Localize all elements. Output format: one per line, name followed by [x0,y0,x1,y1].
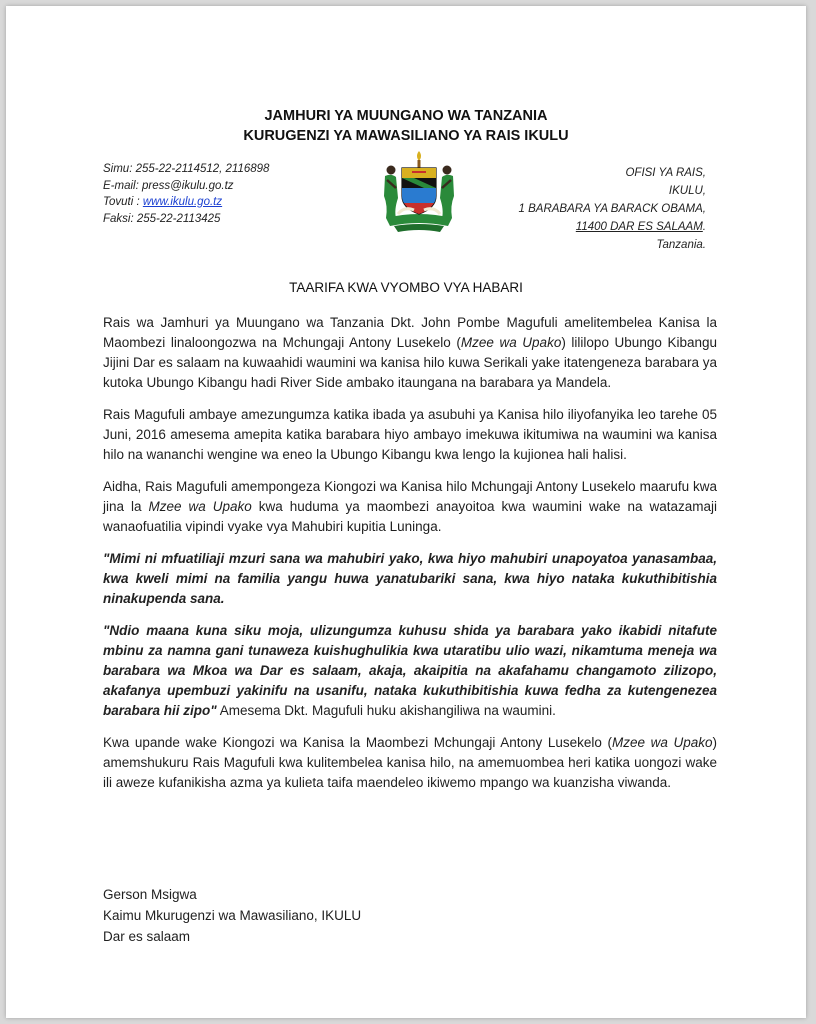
paragraph-1-text-b: ) lililopo Ubungo Kibangu Jijini Dar es salaam na kuwaahidi waumini wa kanisa hilo kuwa Serikali yake itatengeneza barabara ya kutoka Ubungo Kibangu hadi River Side ambako itaungana na barabara ya Mandela. [103,335,717,390]
signature-place: Dar es salaam [103,929,191,944]
quote-2-attribution: Amesema Dkt. Magufuli huku akishangiliwa na waumini. [216,703,556,718]
paragraph-3 [103,477,717,537]
contact-website-row [103,194,269,211]
signature-block [103,884,361,947]
paragraph-4-text-a: Kwa upande wake Kiongozi wa Kanisa la Maombezi Mchungaji Antony Lusekelo ( [103,735,612,750]
document-title: TAARIFA KWA VYOMBO VYA HABARI [289,280,523,295]
quote-2-text: "Ndio maana kuna siku moja, ulizungumza kuhusu shida ya barabara yako ikabidi nitafute mbinu za namna gani tunaweza kuishughulikia kwa utaratibu ulio wazi, nikamtuma meneja wa barabara wa Mkoa wa Dar es salaam, akaja, akaipitia na akafahamu changamoto zilizopo, akafanya upembuzi yakinifu na usanifu, nataka kukuthibitishia kuwa fedha za kutengenezea barabara hii zipo" [103,623,717,718]
paragraph-3-text-b: kwa huduma ya maombezi anayoitoa kwa waumini wake na watazamaji wanaofuatilia vipindi vyake vya Mahubiri kupitia Luninga. [103,499,718,534]
address-line-3: 1 BARABARA YA BARACK OBAMA, [518,203,706,215]
paragraph-3-text-a: Aidha, Rais Magufuli amempongeza Kiongozi wa Kanisa hilo Mchungaji Antony Lusekelo maarufu kwa jina la [103,479,717,514]
paragraph-4-emphasis: Mzee wa Upako [611,735,713,750]
address-block [519,164,706,254]
contact-website-label: Tovuti : [103,196,143,208]
address-postcode-city: 11400 DAR ES SALAAM [575,221,703,233]
contact-block [103,161,269,227]
tanzania-coat-of-arms-icon [374,148,464,234]
paragraph-1-emphasis: Mzee wa Upako [460,335,562,350]
address-line-5: Tanzania. [656,239,706,251]
paragraph-4 [103,733,717,793]
paragraph-3-emphasis: Mzee wa Upako [148,499,252,514]
letterhead-line-1: JAMHURI YA MUUNGANO WA TANZANIA [264,108,548,124]
contact-website-link[interactable]: www.ikulu.go.tz [142,196,223,208]
paragraph-2: Rais Magufuli ambaye amezungumza katika ibada ya asubuhi ya Kanisa hilo iliyofanyika leo tarehe 05 Juni, 2016 amesema amepita katika barabara hiyo ambayo imekuwa ikitumiwa na waumini wa kanisa hilo na wananchi wengine wa eneo la Ubungo Kibangu kwa lengo la kujionea hali halisi. [103,407,717,462]
address-line-4 [519,218,706,236]
address-line-1: OFISI YA RAIS, [625,167,706,179]
quote-1: "Mimi ni mfuatiliaji mzuri sana wa mahubiri yako, kwa hiyo mahubiri unapoyatoa yanasambaa, kwa kweli mimi na familia yangu huwa yanatubariki sana, kwa hiyo nataka kukuthibitishia ninakupenda sana. [103,551,717,606]
address-line-2: IKULU, [668,185,706,197]
quote-2 [103,621,717,721]
address-line-4-suffix: . [702,221,706,233]
document-body [103,313,717,805]
paragraph-1-text-a: Rais wa Jamhuri ya Muungano wa Tanzania Dkt. John Pombe Magufuli amelitembelea Kanisa la Maombezi linaloongozwa na Mchungaji Antony Lusekelo ( [103,315,717,350]
paragraph-1 [103,313,717,393]
signature-title: Kaimu Mkurugenzi wa Mawasiliano, IKULU [103,908,362,923]
letterhead-title [6,106,806,146]
paragraph-4-text-b: ) amemshukuru Rais Magufuli kwa kulitembelea kanisa hilo, na amemuombea heri katika uongozi wake ili aweze kufanikisha azma ya kulieta taifa maendeleo ikiwemo mpango wa kuanzisha viwanda. [103,735,717,790]
contact-phone: Simu: 255-22-2114512, 2116898 [103,163,270,175]
contact-fax: Faksi: 255-22-2113425 [103,212,221,225]
letterhead-line-2: KURUGENZI YA MAWASILIANO YA RAIS IKULU [243,128,569,144]
contact-email: E-mail: press@ikulu.go.tz [103,179,234,192]
document-page [6,6,806,1018]
signature-name: Gerson Msigwa [103,887,197,902]
